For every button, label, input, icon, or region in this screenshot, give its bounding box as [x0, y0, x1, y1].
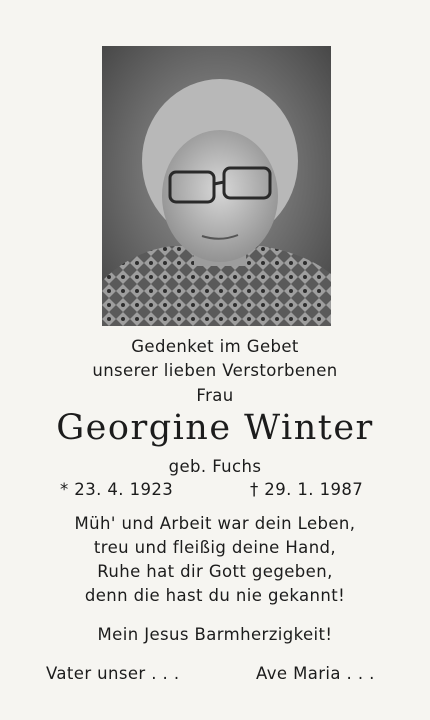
death-date: † 29. 1. 1987 [250, 480, 364, 499]
verse-line-2: treu und fleißig deine Hand, [93, 538, 337, 557]
title-frau: Frau [196, 386, 234, 405]
intro-line-2: unserer lieben Verstorbenen [92, 361, 338, 380]
verse-line-3: Ruhe hat dir Gott gegeben, [97, 562, 333, 581]
footer-vater-unser: Vater unser . . . [46, 664, 180, 683]
maiden-name: geb. Fuchs [168, 457, 262, 476]
deceased-name: Georgine Winter [56, 408, 374, 448]
verse-line-1: Müh' und Arbeit war dein Leben, [74, 514, 356, 533]
verse-line-4: denn die hast du nie gekannt! [84, 586, 346, 605]
prayer-line: Mein Jesus Barmherzigkeit! [97, 625, 333, 644]
birth-date: * 23. 4. 1923 [60, 480, 174, 499]
portrait-photo [102, 46, 331, 326]
footer-ave-maria: Ave Maria . . . [256, 664, 375, 683]
intro-line-1: Gedenket im Gebet [131, 337, 299, 356]
